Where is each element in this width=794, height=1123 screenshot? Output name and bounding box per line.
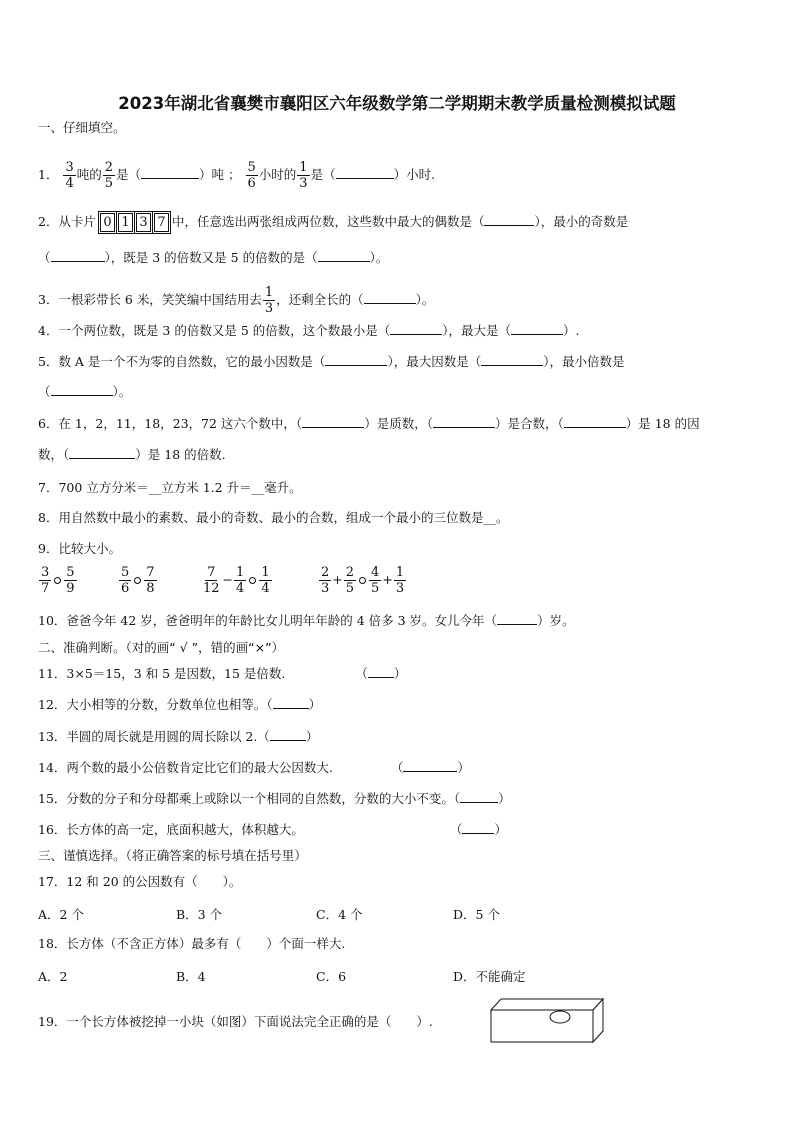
question-2-cont: （ ），既是 3 的倍数又是 5 的倍数的是（ ）。 (38, 250, 389, 265)
answer-blank[interactable] (462, 822, 494, 834)
answer-blank[interactable] (273, 697, 309, 709)
question-4: 4．一个两位数，既是 3 的倍数又是 5 的倍数，这个数最小是（ ），最大是（ ）. (38, 323, 580, 338)
option-c[interactable]: C．6 (316, 969, 347, 984)
question-8: 8．用自然数中最小的素数、最小的奇数、最小的合数，组成一个最小的三位数是__。 (38, 510, 509, 525)
fraction: $\frac{3}{4}$ (65, 160, 74, 191)
question-16: 16．长方体的高一定，底面积越大，体积越大。 （ ） (38, 822, 507, 837)
number-card: 1 (118, 213, 133, 232)
compare-item-2: $\frac{5}{6}$ $\frac{7}{8}$ (121, 565, 155, 596)
section-fill-in: 一、仔细填空。 (38, 120, 126, 135)
answer-blank[interactable] (484, 214, 534, 226)
answer-blank[interactable] (69, 447, 135, 459)
answer-blank[interactable] (368, 666, 394, 678)
compare-circle[interactable] (134, 577, 141, 584)
answer-blank[interactable] (336, 167, 394, 179)
question-2: 2．从卡片 0 1 3 7 中，任意选出两张组成两位数，这些数中最大的偶数是（ ），最小的奇数是 (38, 214, 629, 230)
compare-circle[interactable] (359, 577, 366, 584)
answer-blank[interactable] (403, 760, 457, 772)
question-13: 13．半圆的周长就是用圆的周长除以 2.（ ） (38, 729, 319, 744)
question-5: 5．数 A 是一个不为零的自然数，它的最小因数是（ ），最大因数是（ ），最小倍数是 (38, 354, 625, 369)
answer-blank[interactable] (364, 292, 416, 304)
answer-blank[interactable] (390, 323, 442, 335)
option-a[interactable]: A．2 个 (38, 907, 84, 922)
compare-circle[interactable] (249, 577, 256, 584)
fraction: $\frac{5}{6}$ (247, 160, 256, 191)
answer-blank[interactable] (511, 323, 563, 335)
option-d[interactable]: D．5 个 (453, 907, 500, 922)
option-a[interactable]: A．2 (38, 969, 68, 984)
answer-blank[interactable] (270, 729, 306, 741)
compare-item-3: $\frac{7}{12}$ − $\frac{1}{4}$ $\frac{1}{4}$ (203, 565, 270, 596)
answer-blank[interactable] (325, 354, 387, 366)
fraction: $\frac{2}{5}$ (104, 160, 114, 191)
compare-circle[interactable] (54, 577, 61, 584)
answer-blank[interactable] (433, 416, 495, 428)
question-14: 14．两个数的最小公倍数肯定比它们的最大公因数大. （ ） (38, 760, 470, 775)
question-19: 19．一个长方体被挖掉一小块（如图）下面说法完全正确的是（ ）. (38, 1014, 433, 1029)
removed-piece-hole (550, 1011, 570, 1023)
answer-blank[interactable] (497, 613, 537, 625)
answer-blank[interactable] (141, 167, 199, 179)
answer-blank[interactable] (318, 250, 370, 262)
question-17: 17．12 和 20 的公因数有（ ）。 (38, 874, 242, 889)
answer-blank[interactable] (460, 791, 498, 803)
section-true-false: 二、准确判断。（对的画“ √ ”，错的画“×”） (38, 640, 285, 655)
answer-blank[interactable] (51, 250, 105, 262)
question-1: 1． $\frac{3}{4}$ 吨的 $\frac{2}{5}$ 是（ ）吨 ； $\frac{5}{6}$ 小时的 $\frac{1}{3}$ 是（ ）小时. (38, 160, 436, 191)
question-9: 9．比较大小。 (38, 541, 121, 556)
question-15: 15．分数的分子和分母都乘上或除以一个相同的自然数，分数的大小不变。（ ） (38, 791, 511, 806)
section-choice: 三、谨慎选择。（将正确答案的标号填在括号里） (38, 848, 307, 863)
option-d[interactable]: D．不能确定 (453, 969, 526, 984)
option-b[interactable]: B．4 (176, 969, 206, 984)
question-6: 6．在 1，2，11，18，23，72 这六个数中，（ ）是质数，（ ）是合数，（ ）是 18 的因 (38, 416, 700, 431)
question-7: 7．700 立方分米＝__立方米 1.2 升＝__毫升。 (38, 480, 302, 495)
number-card: 7 (154, 213, 169, 232)
answer-blank[interactable] (564, 416, 626, 428)
fraction: $\frac{1}{3}$ (264, 285, 274, 316)
question-5-cont: （ ）。 (38, 384, 132, 399)
question-11: 11．3×5＝15，3 和 5 是因数，15 是倍数. （ ） (38, 666, 407, 681)
answer-blank[interactable] (51, 384, 113, 396)
answer-blank[interactable] (481, 354, 543, 366)
cuboid-front-face (491, 1010, 593, 1042)
question-10: 10．爸爸今年 42 岁，爸爸明年的年龄比女儿明年年龄的 4 倍多 3 岁。女儿今年（ ）岁。 (38, 613, 575, 628)
question-3: 3．一根彩带长 6 米，笑笑编中国结用去 $\frac{1}{3}$ ，还剩全长的（ ）。 (38, 285, 435, 316)
number-card: 3 (136, 213, 151, 232)
question-18: 18．长方体（不含正方体）最多有（ ）个面一样大. (38, 936, 346, 951)
number-card: 0 (100, 213, 115, 232)
question-6-cont: 数，（ ）是 18 的倍数. (38, 447, 226, 462)
cuboid-figure (490, 998, 606, 1044)
compare-item-4: $\frac{2}{3}$ + $\frac{2}{5}$ $\frac{4}{5}$ + $\frac{1}{3}$ (321, 565, 405, 596)
cuboid-top-face (491, 999, 603, 1010)
compare-item-1: $\frac{3}{7}$ $\frac{5}{9}$ (41, 565, 75, 596)
answer-blank[interactable] (302, 416, 364, 428)
page-title: 2023年湖北省襄樊市襄阳区六年级数学第二学期期末教学质量检测模拟试题 (118, 94, 676, 113)
option-c[interactable]: C．4 个 (316, 907, 363, 922)
option-b[interactable]: B．3 个 (176, 907, 223, 922)
question-12: 12．大小相等的分数，分数单位也相等。（ ） (38, 697, 322, 712)
fraction: $\frac{1}{3}$ (299, 160, 308, 191)
